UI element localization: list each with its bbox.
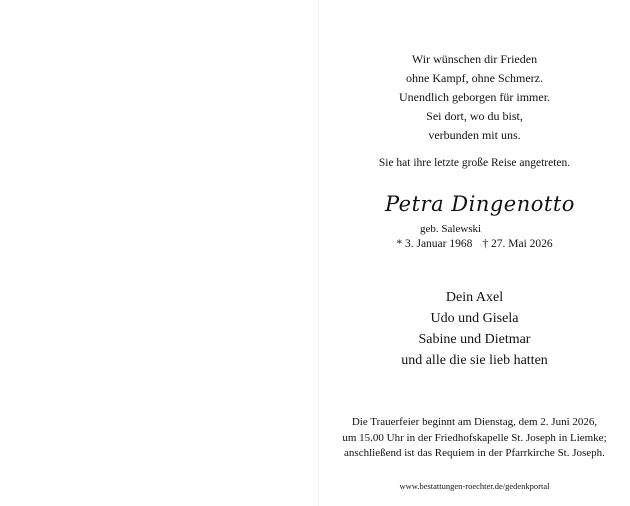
mourner-line: Udo und Gisela xyxy=(430,311,519,326)
poem-line: Wir wünschen dir Frieden xyxy=(411,52,538,66)
life-dates xyxy=(319,236,630,252)
mourners-list xyxy=(319,287,630,371)
maiden-name: geb. Salewski xyxy=(420,223,482,235)
ceremony-info xyxy=(319,415,630,462)
poem-line: verbunden mit uns. xyxy=(428,128,521,142)
mourner-line: und alle die sie lieb hatten xyxy=(401,353,548,368)
poem xyxy=(319,50,630,145)
ceremony-line: Die Trauerfeier beginnt am Dienstag, dem 2. Juni 2026, xyxy=(351,416,598,428)
ceremony-line: um 15.00 Uhr in der Friedhofskapelle St. Joseph in Liemke; xyxy=(342,431,607,444)
poem-line: Sei dort, wo du bist, xyxy=(426,109,523,123)
ceremony-line: anschließend ist das Requiem in der Pfarrkirche St. Joseph. xyxy=(344,447,605,459)
mourner-line: Sabine und Dietmar xyxy=(418,332,531,347)
birth-date: * 3. Januar 1968 xyxy=(396,238,473,250)
mourner-line: Dein Axel xyxy=(445,290,504,305)
poem-line: Unendlich geborgen für immer. xyxy=(398,90,551,104)
death-date: † 27. Mai 2026 xyxy=(482,238,553,250)
journey-text: Sie hat ihre letzte große Reise angetreten. xyxy=(378,157,571,169)
deceased-name: Petra Dingenotto xyxy=(385,192,575,216)
memorial-portal-link[interactable]: www.bestattungen-roechter.de/gedenkportal xyxy=(399,481,550,491)
poem-line: ohne Kampf, ohne Schmerz. xyxy=(406,71,543,85)
